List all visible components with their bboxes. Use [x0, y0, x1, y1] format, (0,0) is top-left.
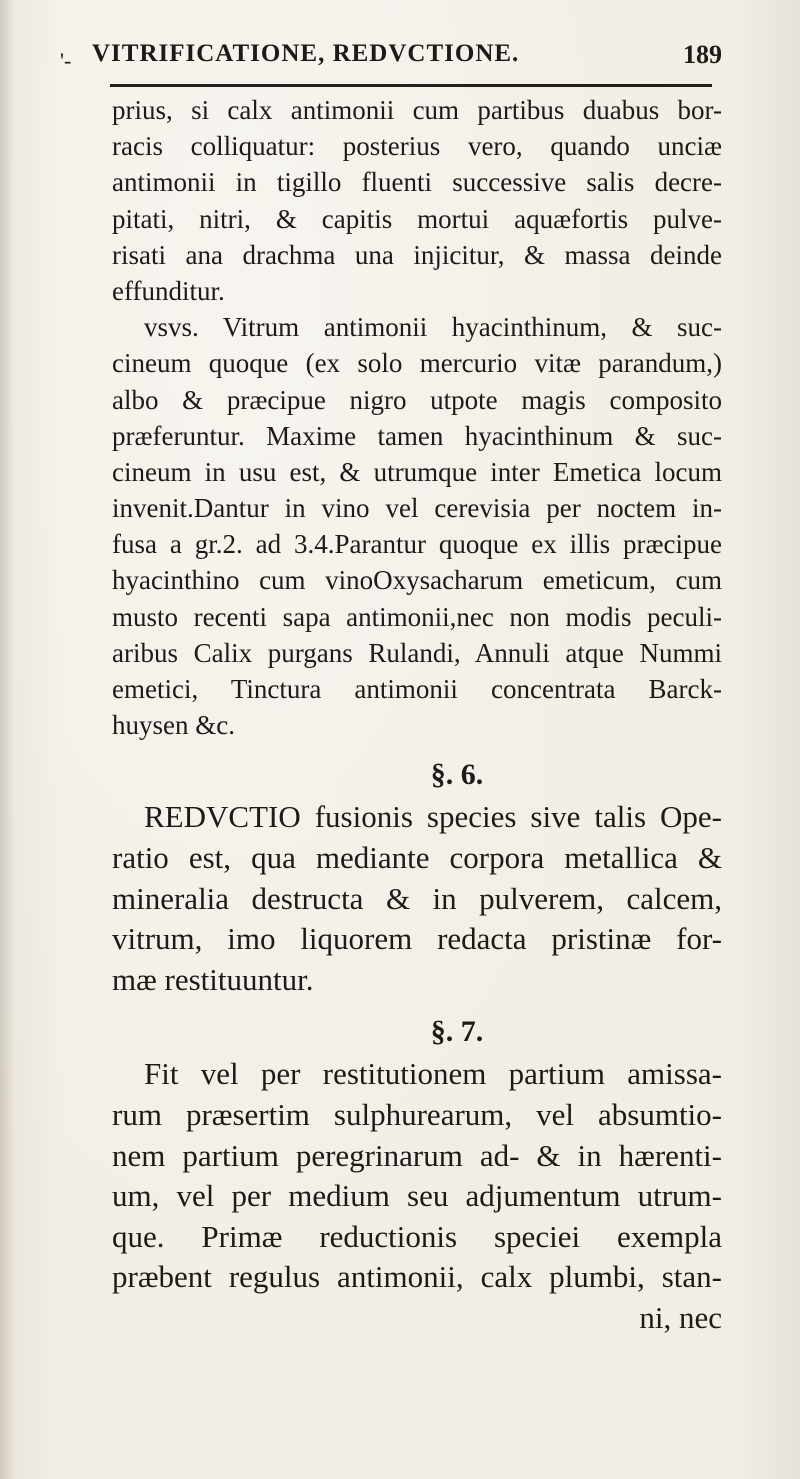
catchword-line: ni, nec: [639, 1299, 722, 1335]
header-rule: [110, 84, 712, 87]
text-line: præferuntur. Maxime tamen hyacinthinum & suc-: [112, 420, 722, 451]
text-line: ratio est, qua mediante corpora metallica &: [112, 839, 722, 875]
text-line: prius, si calx antimonii cum partibus duabus bor-: [112, 95, 722, 125]
text-line: invenit.Dantur in vino vel cerevisia per noctem in-: [112, 493, 722, 524]
text-line: vsvs. Vitrum antimonii hyacinthinum, & suc-: [144, 312, 722, 343]
page-gutter-shadow: [0, 0, 14, 1479]
page-number: 189: [683, 40, 722, 69]
text-line: nem partium peregrinarum ad- & in hærenti-: [112, 1137, 722, 1173]
text-line: cineum quoque (ex solo mercurio vitæ parandum,): [112, 348, 722, 379]
text-line: huysen &c.: [112, 710, 235, 741]
text-line: vitrum, imo liquorem redacta pristinæ for-: [112, 921, 722, 957]
text-line: pitati, nitri, & capitis mortui aquæfortis pulve-: [112, 203, 722, 234]
text-line: Fit vel per restitutionem partium amissa-: [144, 1056, 722, 1092]
text-line: risati ana drachma una injicitur, & massa deinde: [112, 239, 722, 270]
text-line: que. Primæ reductionis speciei exempla: [112, 1218, 722, 1254]
running-head-title: VITRIFICATIONE, REDVCTIONE.: [92, 40, 520, 67]
text-line: præbent regulus antimonii, calx plumbi, stan-: [112, 1259, 722, 1295]
text-line: rum præsertim sulphurearum, vel absumtio-: [112, 1096, 722, 1132]
text-line: cineum in usu est, & utrumque inter Emetica locum: [112, 456, 722, 487]
text-line: antimonii in tigillo fluenti successive salis decre-: [112, 167, 722, 198]
text-line: um, vel per medium seu adjumentum utrum-: [112, 1178, 722, 1214]
running-head-mark: '-: [60, 48, 72, 73]
text-line: racis colliquatur: posterius vero, quando unciæ: [112, 131, 722, 162]
text-line: REDVCTIO fusionis species sive talis Ope-: [144, 799, 722, 835]
page-body: [112, 92, 722, 1339]
text-line: albo & præcipue nigro utpote magis composito: [112, 384, 722, 415]
text-line: aribus Calix purgans Rulandi, Annuli atque Nummi: [112, 637, 722, 668]
text-line: emetici, Tinctura antimonii concentrata Barck-: [112, 674, 722, 704]
text-line: mæ restituuntur.: [112, 961, 314, 997]
text-line: musto recenti sapa antimonii,nec non modis peculi-: [112, 601, 722, 632]
text-line: effunditur.: [112, 275, 225, 306]
text-line: fusa a gr.2. ad 3.4.Parantur quoque ex illis præcipue: [112, 529, 722, 560]
text-line: hyacinthino cum vinoOxysacharum emeticum, cum: [112, 565, 722, 596]
text-line: mineralia destructa & in pulverem, calcem,: [112, 880, 722, 916]
running-head: [60, 36, 722, 76]
section-heading-7: §. 7.: [430, 1015, 484, 1049]
section-heading-6: §. 6.: [430, 758, 484, 792]
